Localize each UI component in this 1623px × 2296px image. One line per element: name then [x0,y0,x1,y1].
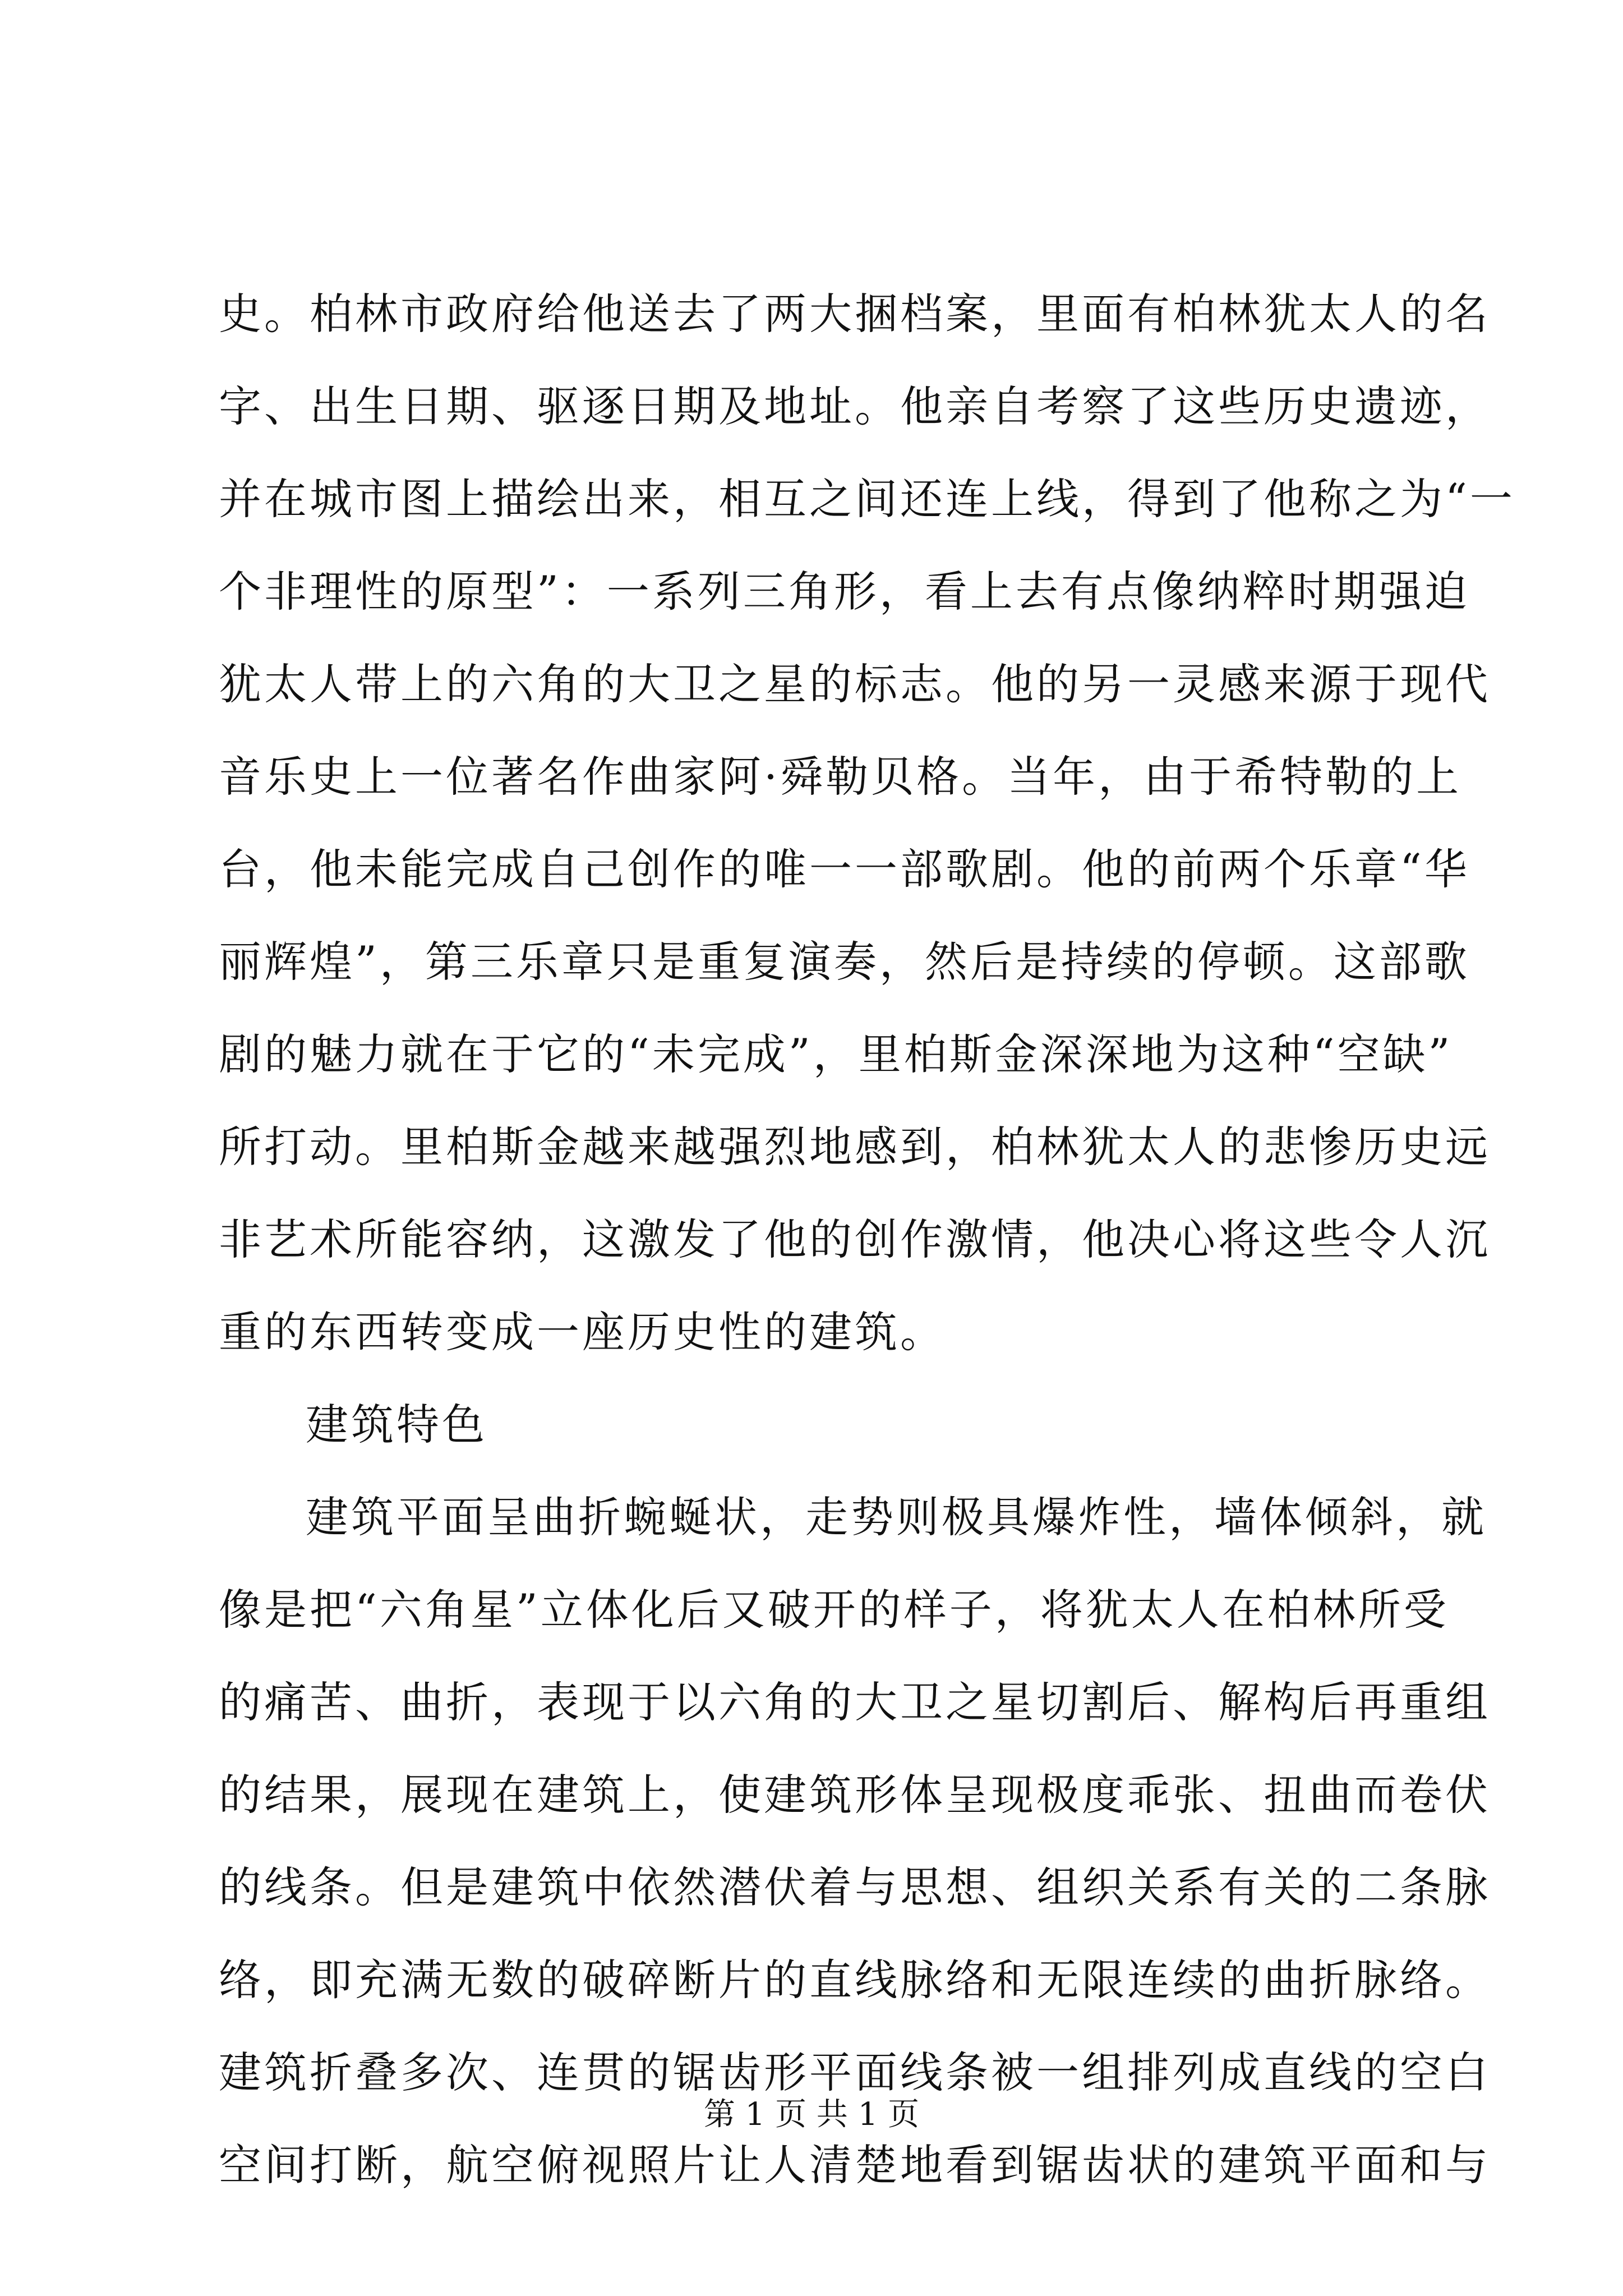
text-line: 的线条。但是建筑中依然潜伏着与思想、组织关系有关的二条脉 [219,1862,1491,1912]
text-line: 像是把“六角星”立体化后又破开的样子，将犹太人在柏林所受 [219,1585,1449,1635]
text-line: 空间打断，航空俯视照片让人清楚地看到锯齿状的建筑平面和与 [219,2140,1491,2190]
text-line: 的痛苦、曲折，表现于以六角的大卫之星切割后、解构后再重组 [219,1677,1491,1727]
text-line: 犹太人带上的六角的大卫之星的标志。他的另一灵感来源于现代 [219,659,1491,709]
text-line: 音乐史上一位著名作曲家阿·舜勒贝格。当年，由于希特勒的上 [219,752,1462,802]
text-line: 并在城市图上描绘出来，相互之间还连上线，得到了他称之为“一 [219,474,1515,524]
text-line: 字、出生日期、驱逐日期及地址。他亲自考察了这些历史遗迹， [219,381,1491,431]
text-line: 丽辉煌”，第三乐章只是重复演奏，然后是持续的停顿。这部歌 [219,937,1470,987]
text-line: 所打动。里柏斯金越来越强烈地感到，柏林犹太人的悲惨历史远 [219,1122,1491,1172]
text-line: 剧的魅力就在于它的“未完成”，里柏斯金深深地为这种“空缺” [219,1029,1453,1079]
text-line: 台，他未能完成自己创作的唯一一部歌剧。他的前两个乐章“华 [219,844,1470,894]
text-line: 重的东西转变成一座历史性的建筑。 [219,1307,946,1357]
section-heading: 建筑特色 [306,1400,487,1450]
text-line: 络，即充满无数的破碎断片的直线脉络和无限连续的曲折脉络。 [219,1955,1491,2005]
text-line: 非艺术所能容纳，这激发了他的创作激情，他决心将这些令人沉 [219,1214,1491,1264]
text-line: 个非理性的原型”：一系列三角形，看上去有点像纳粹时期强迫 [219,567,1470,616]
text-line: 建筑折叠多次、连贯的锯齿形平面线条被一组排列成直线的空白 [219,2047,1491,2097]
text-line: 的结果，展现在建筑上，使建筑形体呈现极度乖张、扭曲而卷伏 [219,1770,1491,1820]
text-line: 建筑平面呈曲折蜿蜒状，走势则极具爆炸性，墙体倾斜，就 [306,1492,1487,1542]
page-footer: 第 1 页 共 1 页 [703,2096,920,2133]
body-text [219,268,1515,2211]
text-line: 史。柏林市政府给他送去了两大捆档案，里面有柏林犹太人的名 [219,289,1491,339]
